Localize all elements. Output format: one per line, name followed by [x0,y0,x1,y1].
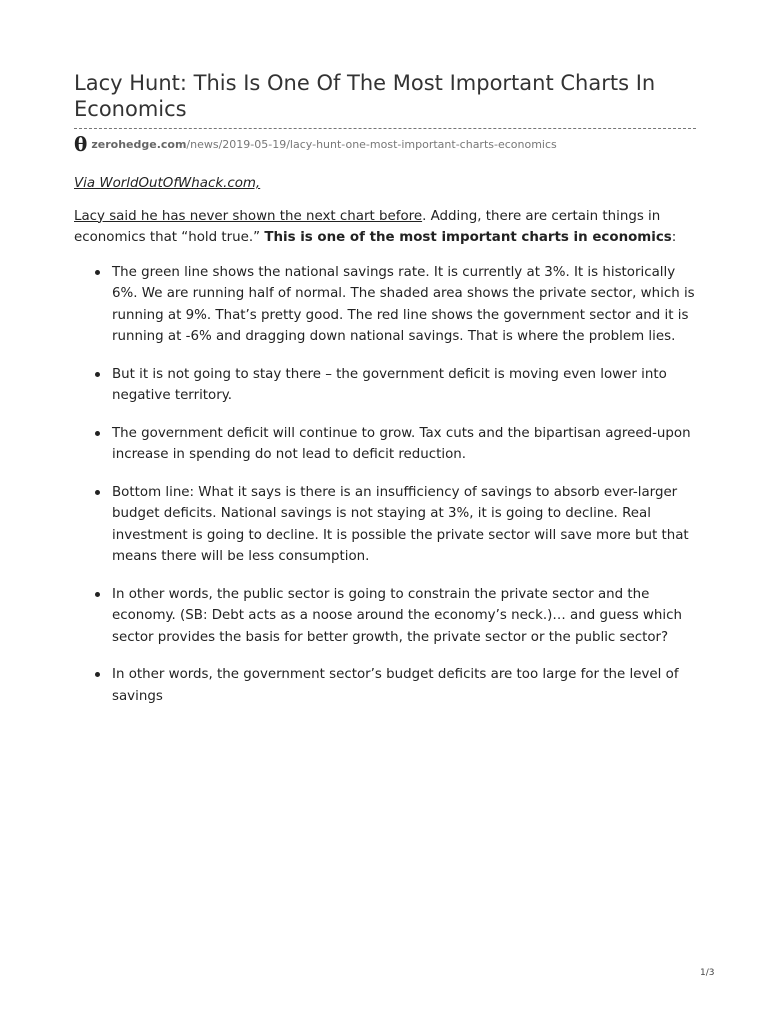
list-item-text: In other words, the public sector is going to constrain the private sector and the economy. (SB: Debt acts as a noose around the economy’s neck.)… and guess which sector provides the basis for better growth, the private sector or the public sector? [112,586,682,645]
article-title: Lacy Hunt: This Is One Of The Most Important Charts In Economics [74,71,656,121]
list-item [74,664,696,707]
bullet-dot [95,270,100,275]
list-item-text: The green line shows the national savings rate. It is currently at 3%. It is historically 6%. We are running half of normal. The shaded area shows the private sector, which is running at 9%. That’s pretty good. The red line shows the government sector and it is running at -6% and dragging down national savings. That is where the problem lies. [112,264,695,344]
theta-logo-icon: θ [74,132,88,156]
bullet-dot [95,592,100,597]
source-domain[interactable]: zerohedge.com [91,137,187,151]
title-divider [74,128,696,129]
list-item [74,262,696,348]
list-item-text: But it is not going to stay there – the government deficit is moving even lower into negative territory. [112,366,667,403]
list-item [74,364,696,407]
intro-text: . Adding, there are certain things in economics that “hold true.” [74,208,661,245]
intro-bold: This is one of the most important charts in economics [264,230,672,245]
bullet-dot [95,431,100,436]
source-line [74,132,696,156]
bullet-list [74,262,696,708]
source-path[interactable]: /news/2019-05-19/lacy-hunt-one-most-important-charts-economics [186,137,557,151]
bullet-dot [95,372,100,377]
list-item-text: Bottom line: What it says is there is an insufficiency of savings to absorb ever-larger budget deficits. National savings is not staying at 3%, it is going to decline. Real investment is going to decline. It is possible the private sector will save more but that means there will be less consumption. [112,484,689,564]
intro-paragraph [74,206,696,249]
list-item-text: The government deficit will continue to grow. Tax cuts and the bipartisan agreed-upon increase in spending do not lead to deficit reduction. [112,425,691,462]
list-item [74,584,696,649]
list-item [74,423,696,466]
list-item [74,482,696,568]
page-number: 1/3 [700,968,715,978]
page [74,70,696,723]
list-item-text: In other words, the government sector’s budget deficits are too large for the level of savings [112,667,679,704]
via-link[interactable]: Via WorldOutOfWhack.com, [74,176,261,191]
bullet-dot [95,672,100,677]
intro-end: : [671,230,677,245]
intro-link[interactable]: Lacy said he has never shown the next chart before [74,208,423,224]
bullet-dot [95,490,100,495]
article-body [74,173,696,707]
